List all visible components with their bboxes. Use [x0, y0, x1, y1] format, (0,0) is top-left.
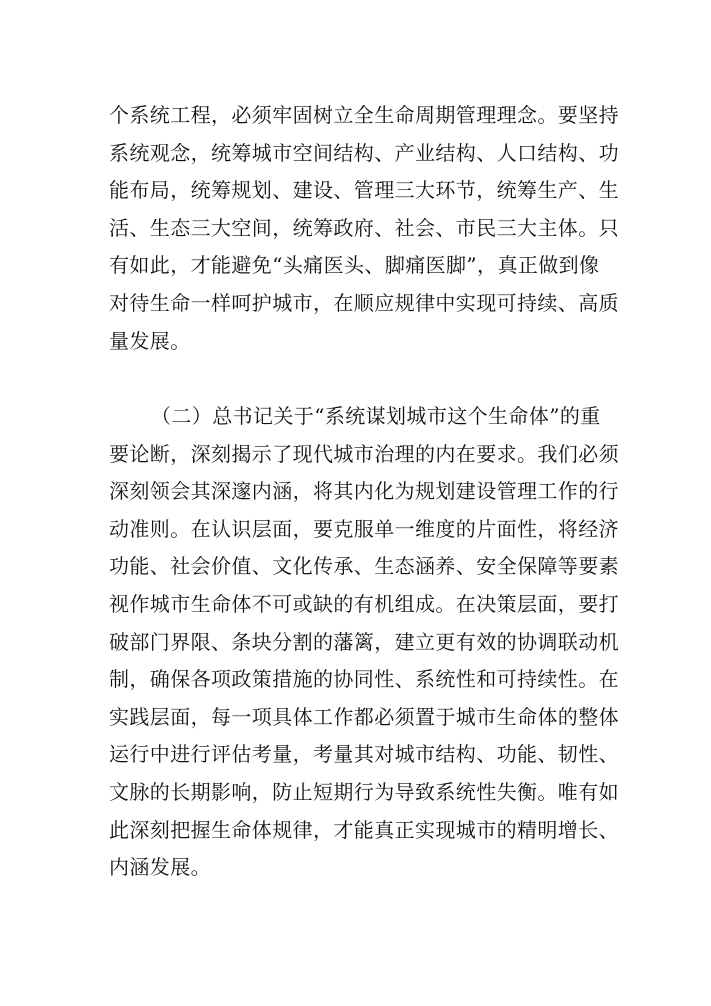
text-line: 要论断，深刻揭示了现代城市治理的内在要求。我们必须 — [109, 441, 619, 466]
text-line-indented: （二）总书记关于“系统谋划城市这个生命体”的重 — [151, 404, 601, 428]
text-line: 运行中进行评估考量，考量其对城市结构、功能、韧性、 — [109, 742, 619, 767]
text-line: 实践层面，每一项具体工作都必须置于城市生命体的整体 — [109, 704, 619, 729]
text-line: 量发展。 — [109, 328, 191, 353]
text-line: 能布局，统筹规划、建设、管理三大环节，统筹生产、生 — [109, 178, 619, 203]
paragraph-2 — [109, 398, 619, 887]
text-line: 破部门界限、条块分割的藩篱，建立更有效的协调联动机 — [109, 629, 619, 654]
text-line: 对待生命一样呵护城市，在顺应规律中实现可持续、高质 — [109, 290, 619, 315]
text-line: 活、生态三大空间，统筹政府、社会、市民三大主体。只 — [109, 215, 619, 240]
text-line: 文脉的长期影响，防止短期行为导致系统性失衡。唯有如 — [109, 779, 619, 804]
text-line: 此深刻把握生命体规律，才能真正实现城市的精明增长、 — [109, 817, 619, 842]
paragraph-1 — [109, 97, 619, 360]
text-line: 制，确保各项政策措施的协同性、系统性和可持续性。在 — [109, 667, 619, 692]
text-line: 视作城市生命体不可或缺的有机组成。在决策层面，要打 — [109, 591, 619, 616]
text-line: 功能、社会价值、文化传承、生态涵养、安全保障等要素 — [109, 554, 619, 579]
text-line: 个系统工程，必须牢固树立全生命周期管理理念。要坚持 — [109, 103, 619, 127]
text-line: 深刻领会其深邃内涵，将其内化为规划建设管理工作的行 — [109, 479, 619, 504]
text-line: 动准则。在认识层面，要克服单一维度的片面性，将经济 — [109, 516, 619, 541]
text-line: 内涵发展。 — [109, 855, 211, 880]
text-line: 有如此，才能避免“头痛医头、脚痛医脚”，真正做到像 — [109, 253, 600, 278]
text-line: 系统观念，统筹城市空间结构、产业结构、人口结构、功 — [109, 140, 619, 165]
